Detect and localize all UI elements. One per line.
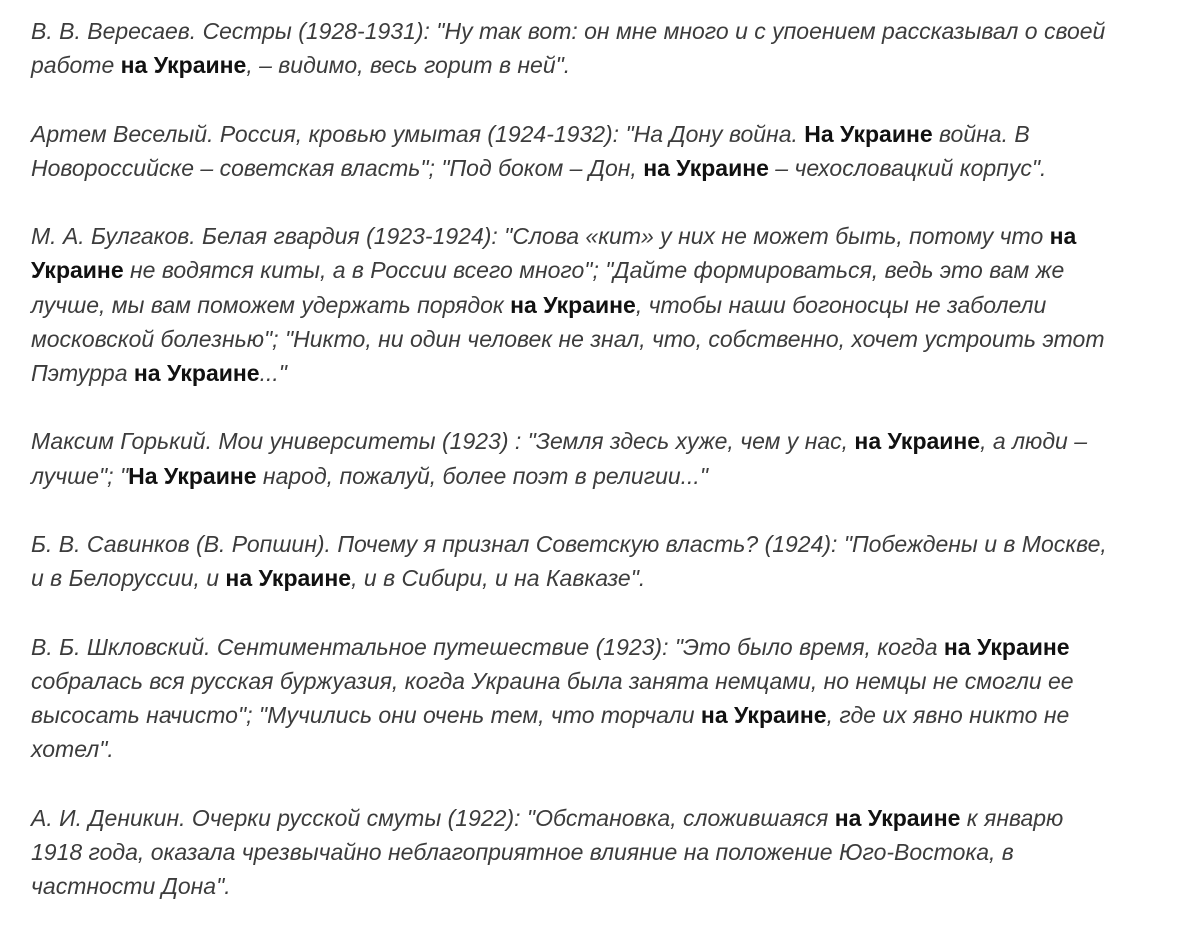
quote-text: – чехословацкий корпус". <box>768 154 1047 181</box>
quote-paragraph <box>31 424 1191 492</box>
quote-text: народ, пожалуй, более поэт в религии..." <box>256 462 708 489</box>
quote-text: , и в Сибири, и на Кавказе". <box>351 565 646 592</box>
quote-text: война. В Новороссийске – советская власть"; "Под боком – Дон, <box>31 120 1030 181</box>
highlighted-phrase: на Украине <box>31 223 1077 284</box>
quote-text: В. В. Вересаев. Сестры (1928-1931): "Ну так вот: он мне много и с упоением рассказывал о своей работе <box>31 18 1106 79</box>
highlighted-phrase: на Украине <box>854 428 981 455</box>
highlighted-phrase: На Украине <box>804 120 933 147</box>
quote-text: А. И. Деникин. Очерки русской смуты (1922): "Обстановка, сложившаяся <box>31 804 835 831</box>
quote-text: собралась вся русская буржуазия, когда Украина была занята немцами, но немцы не смогли ее высосать начисто"; "Мучились они очень тем, что торчали <box>31 667 1074 728</box>
highlighted-phrase: на Украине <box>510 291 636 318</box>
highlighted-phrase: на Украине <box>834 804 961 831</box>
quote-text: , чтобы наши богоносцы не заболели московской болезнью"; "Никто, ни один человек не знал, что, собственно, хочет устроить этот Пэтурра <box>31 291 1105 386</box>
quote-text: Б. В. Савинков (В. Ропшин). Почему я признал Советскую власть? (1924): "Побеждены и в Москве, и в Белоруссии, и <box>31 530 1107 592</box>
highlighted-phrase: на Украине <box>133 360 260 386</box>
quote-text: Максим Горький. Мои университеты (1923) : "Земля здесь хуже, чем у нас, <box>31 428 855 455</box>
quote-paragraph <box>31 14 1191 82</box>
highlighted-phrase: На Украине <box>128 462 257 489</box>
quote-text: М. А. Булгаков. Белая гвардия (1923-1924): "Слова «кит» у них не может быть, потому что <box>31 223 1050 250</box>
quote-text: ..." <box>259 360 287 386</box>
quote-paragraph <box>31 219 1191 390</box>
highlighted-phrase: на Украине <box>700 701 827 728</box>
quote-text: , где их явно никто не хотел". <box>31 701 1070 763</box>
quote-paragraph <box>31 630 1191 767</box>
quote-text: В. Б. Шкловский. Сентиментальное путешествие (1923): "Это было время, когда <box>31 633 944 660</box>
quote-text: , а люди – лучше"; " <box>31 428 1088 489</box>
quote-text: не водятся киты, а в России всего много"; "Дайте формироваться, ведь это вам же лучше, мы вам поможем удержать порядок <box>31 257 1065 318</box>
highlighted-phrase: на Украине <box>943 633 1070 660</box>
highlighted-phrase: на Украине <box>643 154 769 181</box>
quote-paragraph <box>31 117 1191 185</box>
highlighted-phrase: на Украине <box>120 52 247 79</box>
quote-paragraph <box>31 801 1191 904</box>
quote-text: Артем Веселый. Россия, кровью умытая (1924-1932): "На Дону война. <box>31 120 805 147</box>
quote-text: , – видимо, весь горит в ней". <box>246 52 571 79</box>
highlighted-phrase: на Украине <box>225 565 352 592</box>
quote-paragraph <box>31 527 1191 595</box>
quotes-document <box>31 14 1191 903</box>
quote-text: к январю 1918 года, оказала чрезвычайно неблагоприятное влияние на положение Юго-Востока, в частности Дона". <box>31 804 1064 899</box>
